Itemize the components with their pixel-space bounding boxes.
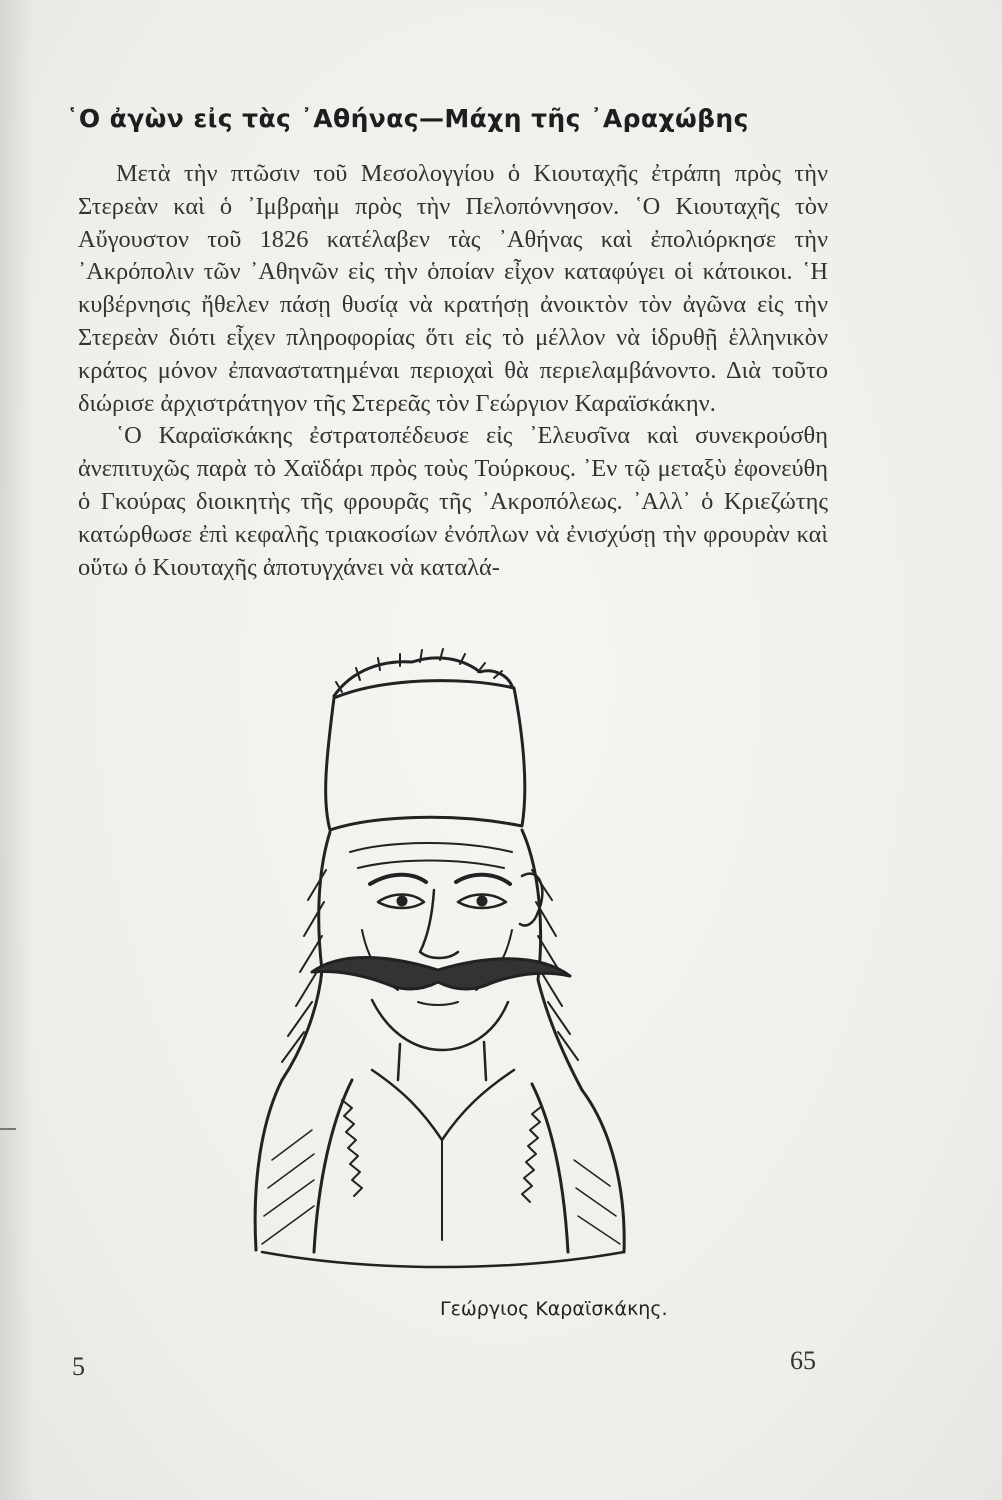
eyebrow-right — [456, 875, 510, 884]
nose — [420, 890, 458, 958]
signature-mark: 5 — [72, 1352, 85, 1381]
body-text — [78, 158, 828, 584]
edge-mark — [0, 1128, 16, 1130]
moustache — [312, 957, 570, 989]
fez-hat — [326, 681, 525, 830]
portrait-caption: Γεώργιος Καραϊσκάκης. — [440, 1298, 668, 1320]
paragraph: Μετὰ τὴν πτῶσιν τοῦ Μεσολογγίου ὁ Κιουταχῆς ἐτράπη πρὸς τὴν Στερεὰν καὶ ὁ ᾿Ιμβραὴμ πρὸς τὴν Πελοπόννησον. ῾Ο Κιουταχῆς τὸν Αὔγουστον τοῦ 1826 κατέλαβεν τὰς ᾿Αθήνας καὶ ἐπολιόρκησε τὴν ᾿Ακρόπολιν τῶν ᾿Αθηνῶν εἰς τὴν ὁποίαν εἶχον καταφύγει οἱ κάτοικοι. ῾Η κυβέρνησις ἤθελεν πάσῃ θυσίᾳ νὰ κρατήσῃ ἀνοικτὸν τὸν ἀγῶνα εἰς τὴν Στερεὰν διότι εἶχεν πληροφορίας ὅτι εἰς τὸ μέλλον νὰ ἱδρυθῇ ἑλληνικὸν κράτος μόνον ἐπαναστατημέναι περιοχαὶ θὰ περιελαμβάνοντο. Διὰ τοῦτο διώρισε ἀρχιστράτηγον τῆς Στερεᾶς τὸν Γεώργιον Καραϊσκάκην. — [78, 160, 828, 417]
page-number: 65 — [790, 1346, 816, 1375]
shirt-collar — [372, 1070, 514, 1140]
jacket — [255, 1080, 624, 1252]
portrait-illustration — [222, 640, 662, 1280]
paragraph: ῾Ο Καραϊσκάκης ἐστρατοπέδευσε εἰς ᾿Ελευσῖνα καὶ συνεκρούσθη ἀνεπιτυχῶς παρὰ τὸ Χαϊδάρι πρὸς τοὺς Τούρκους. ᾿Εν τῷ μεταξὺ ἐφονεύθη ὁ Γκούρας διοικητὴς τῆς φρουρᾶς τῆς ᾿Ακροπόλεως. ᾿Αλλ᾿ ὁ Κριεζώτης κατώρθωσε ἐπὶ κεφαλῆς τριακοσίων ἐνόπλων νὰ ἐνισχύσῃ τὴν φρουρὰν καὶ οὕτω ὁ Κιουταχῆς ἀποτυγχάνει νὰ καταλά- — [78, 422, 828, 581]
chin — [372, 1000, 508, 1050]
eyebrow-left — [370, 875, 426, 884]
section-heading: ῾Ο ἀγὼν εἰς τὰς ᾿Αθήνας—Μάχη τῆς ᾿Αραχώβης — [66, 104, 749, 133]
hair-left — [282, 832, 330, 1080]
binding-shadow — [0, 0, 34, 1500]
